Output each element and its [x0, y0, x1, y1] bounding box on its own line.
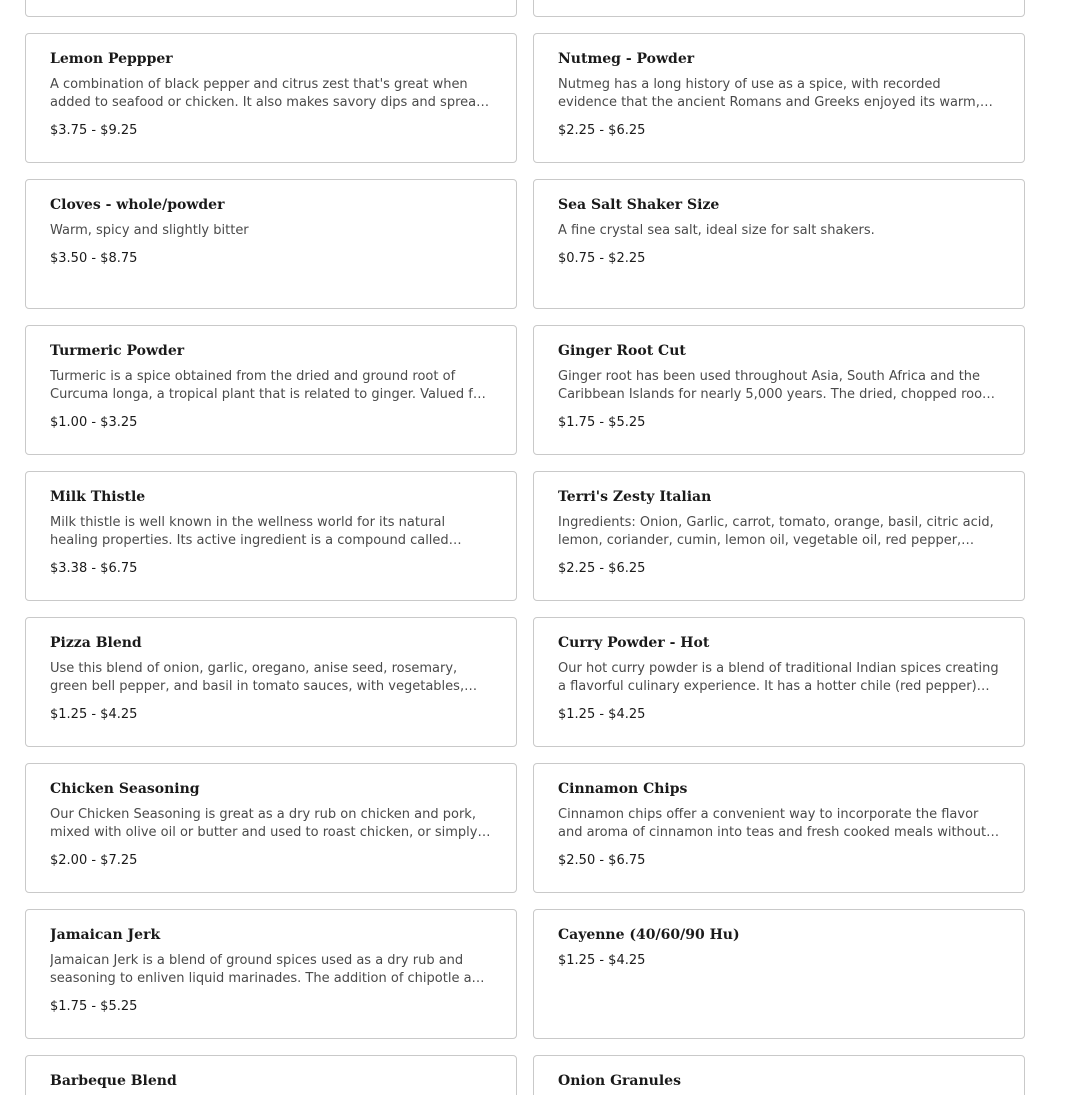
menu-item-description: Ingredients: Onion, Garlic, carrot, tomato, orange, basil, citric acid, lemon, coriander, cumin, lemon oil, vegetable oil, red pepper, [558, 515, 994, 548]
menu-item-name: Turmeric Powder [50, 343, 185, 359]
menu-item-price: $1.75 - $5.25 [558, 415, 646, 430]
menu-item-card[interactable] [533, 471, 1025, 601]
menu-item-description: Jamaican Jerk is a blend of ground spices used as a dry rub and seasoning to enliven liquid marinades. The addition of chipotle and [50, 953, 489, 986]
menu-item-price: $0.75 - $2.25 [558, 251, 646, 266]
menu-item-name: Pizza Blend [50, 635, 142, 651]
menu-item-name: Cinnamon Chips [558, 781, 688, 797]
menu-item-price: $1.75 - $5.25 [50, 999, 138, 1014]
menu-item-description: Our Chicken Seasoning is great as a dry rub on chicken and pork, mixed with olive oil or butter and used to roast chicken, or simply [50, 807, 478, 840]
menu-item-price: $1.00 - $3.25 [50, 415, 138, 430]
menu-item-price [50, 0, 492, 2]
menu-item-name: Jamaican Jerk [50, 927, 161, 943]
menu-item-card[interactable] [533, 763, 1025, 893]
menu-item-card[interactable] [25, 909, 517, 1039]
menu-item-name: Cayenne (40/60/90 Hu) [558, 927, 740, 943]
menu-item-description: Cinnamon chips offer a convenient way to incorporate the flavor and aroma of cinnamon into teas and fresh cooked meals without [558, 807, 987, 840]
menu-item-description: Milk thistle is well known in the wellness world for its natural healing properties. Its active ingredient is a compound called [50, 515, 449, 548]
menu-item-card[interactable] [25, 33, 517, 163]
menu-item-price: $3.50 - $8.75 [50, 251, 138, 266]
menu-item-price: $3.38 - $6.75 [50, 561, 138, 576]
menu-item-card[interactable] [533, 0, 1025, 17]
menu-item-price: $2.25 - $6.25 [558, 123, 646, 138]
menu-item-name: Barbeque Blend [50, 1073, 177, 1089]
menu-item-price: $2.00 - $7.25 [50, 853, 138, 868]
menu-item-name: Lemon Peppper [50, 51, 173, 67]
menu-item-card[interactable] [25, 471, 517, 601]
menu-item-card[interactable] [533, 1055, 1025, 1095]
menu-item-price: $1.25 - $4.25 [558, 953, 646, 968]
menu-item-description: A combination of black pepper and citrus zest that's great when added to seafood or chicken. It also makes savory dips and spreads [50, 77, 492, 110]
menu-item-card[interactable] [533, 617, 1025, 747]
menu-item-name: Sea Salt Shaker Size [558, 197, 720, 213]
menu-item-name: Milk Thistle [50, 489, 146, 505]
menu-item-card[interactable] [25, 1055, 517, 1095]
menu-item-description: Warm, spicy and slightly bitter [50, 223, 249, 238]
menu-item-price: $3.75 - $9.25 [50, 123, 138, 138]
menu-item-grid [25, 0, 1025, 1095]
menu-item-price: $2.25 - $6.25 [558, 561, 646, 576]
menu-item-name: Curry Powder - Hot [558, 635, 710, 651]
menu-item-card[interactable] [25, 617, 517, 747]
menu-item-card[interactable] [25, 179, 517, 309]
menu-item-description: Ginger root has been used throughout Asia, South Africa and the Caribbean Islands for nearly 5,000 years. The dried, chopped root [558, 369, 988, 402]
menu-item-price: $2.50 - $6.75 [558, 853, 646, 868]
menu-item-description: Turmeric is a spice obtained from the dried and ground root of Curcuma longa, a tropical plant that is related to ginger. Valued for [50, 369, 487, 402]
menu-item-description: Use this blend of onion, garlic, oregano, anise seed, rosemary, green bell pepper, and basil in tomato sauces, with vegetables, [50, 661, 465, 694]
menu-item-name: Ginger Root Cut [558, 343, 686, 359]
menu-item-description: A fine crystal sea salt, ideal size for salt shakers. [558, 223, 875, 238]
menu-item-name: Cloves - whole/powder [50, 197, 225, 213]
menu-item-name: Chicken Seasoning [50, 781, 200, 797]
menu-item-price: $1.25 - $4.25 [50, 707, 138, 722]
menu-item-card[interactable] [533, 325, 1025, 455]
menu-item-description: Our hot curry powder is a blend of traditional Indian spices creating a flavorful culinary experience. It has a hotter chile (red pepper) [558, 661, 999, 694]
menu-item-description: Nutmeg has a long history of use as a spice, with recorded evidence that the ancient Romans and Greeks enjoyed its warm, [558, 77, 980, 110]
menu-item-card[interactable] [25, 0, 517, 17]
menu-item-card[interactable] [533, 179, 1025, 309]
menu-item-card[interactable] [25, 325, 517, 455]
menu-item-name: Nutmeg - Powder [558, 51, 695, 67]
menu-item-name: Terri's Zesty Italian [558, 489, 712, 505]
menu-item-card[interactable] [25, 763, 517, 893]
menu-item-price: $1.25 - $4.25 [558, 707, 646, 722]
menu-item-card[interactable] [533, 909, 1025, 1039]
menu-item-name: Onion Granules [558, 1073, 681, 1089]
menu-item-card[interactable] [533, 33, 1025, 163]
